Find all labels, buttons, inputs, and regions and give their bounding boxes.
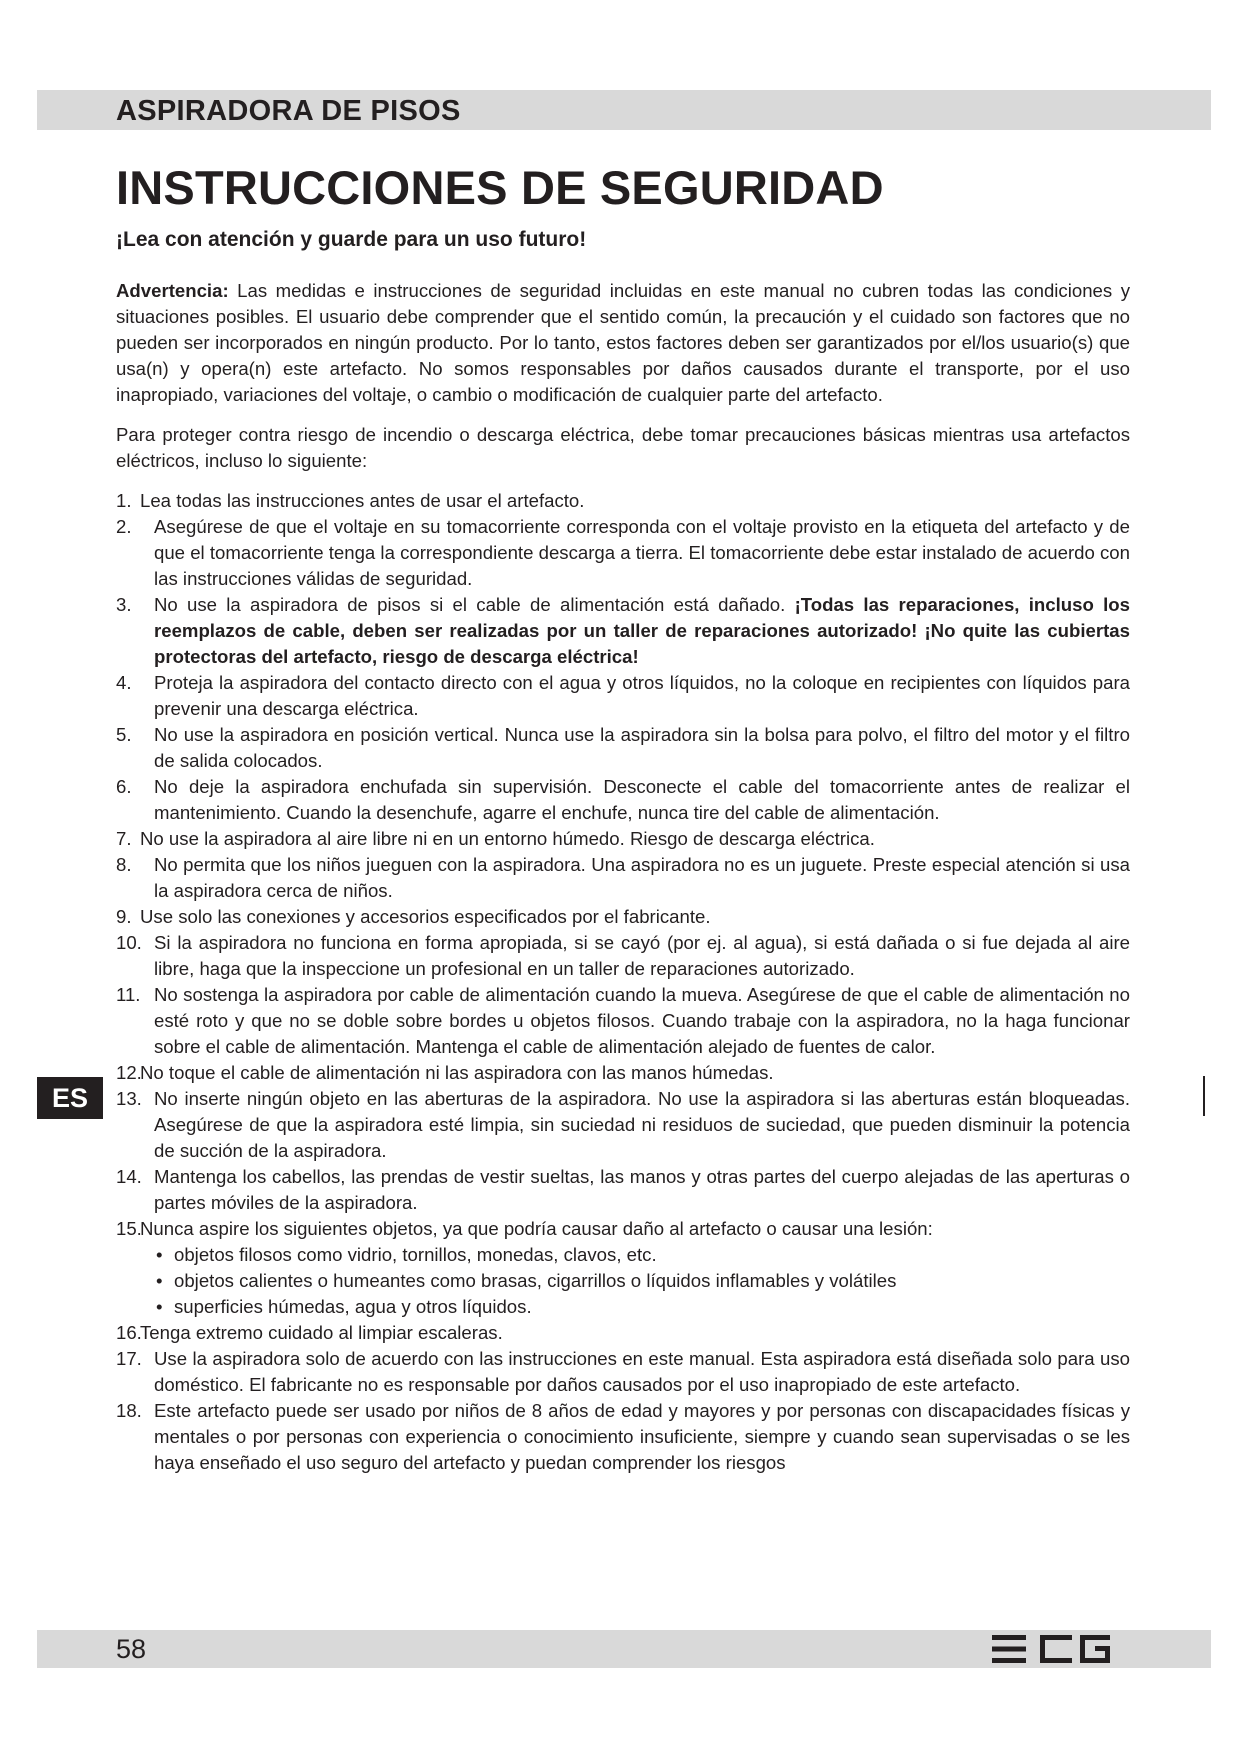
- warning-paragraph: [116, 278, 1130, 408]
- item-text: No deje la aspiradora enchufada sin supervisión. Desconecte el cable del tomacorriente antes de realizar el mantenimiento. Cuando la desenchufe, agarre el enchufe, nunca tire del cable de alimentación.: [154, 776, 1130, 823]
- margin-mark: [1203, 1076, 1205, 1116]
- ecg-logo-svg: [992, 1635, 1110, 1663]
- item-number: 12.: [116, 1062, 142, 1083]
- list-item: [116, 904, 1130, 930]
- safety-rules-list: [116, 488, 1130, 1476]
- item-text: No permita que los niños jueguen con la aspiradora. Una aspiradora no es un juguete. Preste especial atención si usa la aspiradora cerca de niños.: [154, 854, 1130, 901]
- sublist-item: • superficies húmedas, agua y otros líquidos.: [156, 1294, 1130, 1320]
- language-tab: ES: [37, 1077, 103, 1119]
- item-text: Use solo las conexiones y accesorios especificados por el fabricante.: [140, 906, 711, 927]
- item-text: No inserte ningún objeto en las aberturas de la aspiradora. No use la aspiradora si las aberturas están bloqueadas. Asegúrese de que la aspiradora esté limpia, sin suciedad ni residuos de suciedad, que pueden disminuir la potencia de succión de la aspiradora.: [154, 1088, 1130, 1161]
- list-item: [116, 982, 1130, 1060]
- warning-text: Las medidas e instrucciones de seguridad incluidas en este manual no cubren todas las condiciones y situaciones posibles. El usuario debe comprender que el sentido común, la precaución y el cuidado son factores que no pueden ser incorporados en ningún producto. Por lo tanto, estos factores deben ser garantizados por el/los usuario(s) que usa(n) y opera(n) este artefacto. No somos responsables por daños causados durante el transporte, por el uso inapropiado, variaciones del voltaje, o cambio o modificación de cualquier parte del artefacto.: [116, 280, 1130, 405]
- list-item: [116, 930, 1130, 982]
- sublist-item: • objetos filosos como vidrio, tornillos, monedas, clavos, etc.: [156, 1242, 1130, 1268]
- intro-paragraph: Para proteger contra riesgo de incendio o descarga eléctrica, debe tomar precauciones básicas mientras usa artefactos eléctricos, incluso lo siguiente:: [116, 424, 1130, 471]
- list-item: [116, 670, 1130, 722]
- list-item: [116, 1086, 1130, 1164]
- page-number: 58: [116, 1634, 147, 1664]
- item-number: 4.: [116, 672, 132, 693]
- warning-label: Advertencia:: [116, 280, 229, 301]
- item-number: 16.: [116, 1322, 142, 1343]
- list-item: [116, 1164, 1130, 1216]
- item-text: Si la aspiradora no funciona en forma apropiada, si se cayó (por ej. al agua), si está dañada o si fue dejada al aire libre, haga que la inspeccione un profesional en un taller de reparaciones autorizado.: [154, 932, 1130, 979]
- item-number: 9.: [116, 906, 132, 927]
- item-number: 8.: [116, 854, 132, 875]
- list-item: [116, 592, 1130, 670]
- item-text: Lea todas las instrucciones antes de usar el artefacto.: [140, 490, 585, 511]
- content: [116, 278, 1130, 1476]
- item-text: Nunca aspire los siguientes objetos, ya que podría causar daño al artefacto o causar una lesión:: [140, 1218, 933, 1239]
- item-text: Use la aspiradora solo de acuerdo con las instrucciones en este manual. Esta aspiradora está diseñada solo para uso doméstico. El fabricante no es responsable por daños causados por el uso inapropiado de este artefacto.: [154, 1348, 1130, 1395]
- item-text: No toque el cable de alimentación ni las aspiradora con las manos húmedas.: [140, 1062, 774, 1083]
- item-number: 2.: [116, 516, 132, 537]
- item-number: 17.: [116, 1348, 142, 1369]
- item-text: Mantenga los cabellos, las prendas de vestir sueltas, las manos y otras partes del cuerpo alejadas de las aperturas o partes móviles de la aspiradora.: [154, 1166, 1130, 1213]
- item-number: 1.: [116, 490, 132, 511]
- item-number: 14.: [116, 1166, 142, 1187]
- item-number: 13.: [116, 1088, 142, 1109]
- list-item: [116, 852, 1130, 904]
- list-item: [116, 722, 1130, 774]
- rule-15-sublist: [140, 1242, 1130, 1320]
- item-number: 10.: [116, 932, 142, 953]
- item-bold-text: ¡Todas las reparaciones, incluso los reemplazos de cable, deben ser realizadas por un taller de reparaciones autorizado! ¡No quite las cubiertas protectoras del artefacto, riesgo de descarga eléctrica!: [154, 594, 1130, 667]
- item-text: Este artefacto puede ser usado por niños de 8 años de edad y mayores y por personas con discapacidades físicas y mentales o por personas con experiencia o conocimiento insuficiente, siempre y cuando sean supervisadas o se les haya enseñado el uso seguro del artefacto y puedan comprender los riesgos: [154, 1400, 1130, 1473]
- item-number: 6.: [116, 776, 132, 797]
- section-title: ASPIRADORA DE PISOS: [116, 95, 461, 127]
- ecg-logo-icon: [992, 1635, 1110, 1668]
- list-item: [116, 1398, 1130, 1476]
- item-number: 7.: [116, 828, 132, 849]
- item-number: 15.: [116, 1218, 142, 1239]
- item-text: Asegúrese de que el voltaje en su tomacorriente corresponda con el voltaje provisto en la etiqueta del artefacto y de que el tomacorriente tenga la correspondiente descarga a tierra. El tomacorriente debe estar instalado de acuerdo con las instrucciones válidas de seguridad.: [154, 516, 1130, 589]
- item-text: No use la aspiradora al aire libre ni en un entorno húmedo. Riesgo de descarga eléctrica.: [140, 828, 875, 849]
- item-text: No use la aspiradora de pisos si el cable de alimentación está dañado.: [154, 594, 795, 615]
- list-item: [116, 826, 1130, 852]
- list-item: [116, 774, 1130, 826]
- item-number: 18.: [116, 1400, 142, 1421]
- item-text: No sostenga la aspiradora por cable de alimentación cuando la mueva. Asegúrese de que el cable de alimentación no esté roto y que no se doble sobre bordes u objetos filosos. Cuando trabaje con la aspiradora, no la haga funcionar sobre el cable de alimentación. Mantenga el cable de alimentación alejado de fuentes de calor.: [154, 984, 1130, 1057]
- item-text: No use la aspiradora en posición vertical. Nunca use la aspiradora sin la bolsa para polvo, el filtro del motor y el filtro de salida colocados.: [154, 724, 1130, 771]
- subtitle: ¡Lea con atención y guarde para un uso futuro!: [116, 228, 587, 251]
- item-number: 11.: [116, 984, 141, 1005]
- item-number: 5.: [116, 724, 132, 745]
- list-item: [116, 1346, 1130, 1398]
- list-item: [116, 1216, 1130, 1320]
- item-text: Tenga extremo cuidado al limpiar escaleras.: [140, 1322, 503, 1343]
- list-item: [116, 514, 1130, 592]
- sublist-item: • objetos calientes o humeantes como brasas, cigarrillos o líquidos inflamables y volátiles: [156, 1268, 1130, 1294]
- list-item: [116, 1320, 1130, 1346]
- list-item: [116, 1060, 1130, 1086]
- item-number: 3.: [116, 594, 132, 615]
- item-text: Proteja la aspiradora del contacto directo con el agua y otros líquidos, no la coloque en recipientes con líquidos para prevenir una descarga eléctrica.: [154, 672, 1130, 719]
- list-item: [116, 488, 1130, 514]
- page-title: INSTRUCCIONES DE SEGURIDAD: [116, 161, 884, 214]
